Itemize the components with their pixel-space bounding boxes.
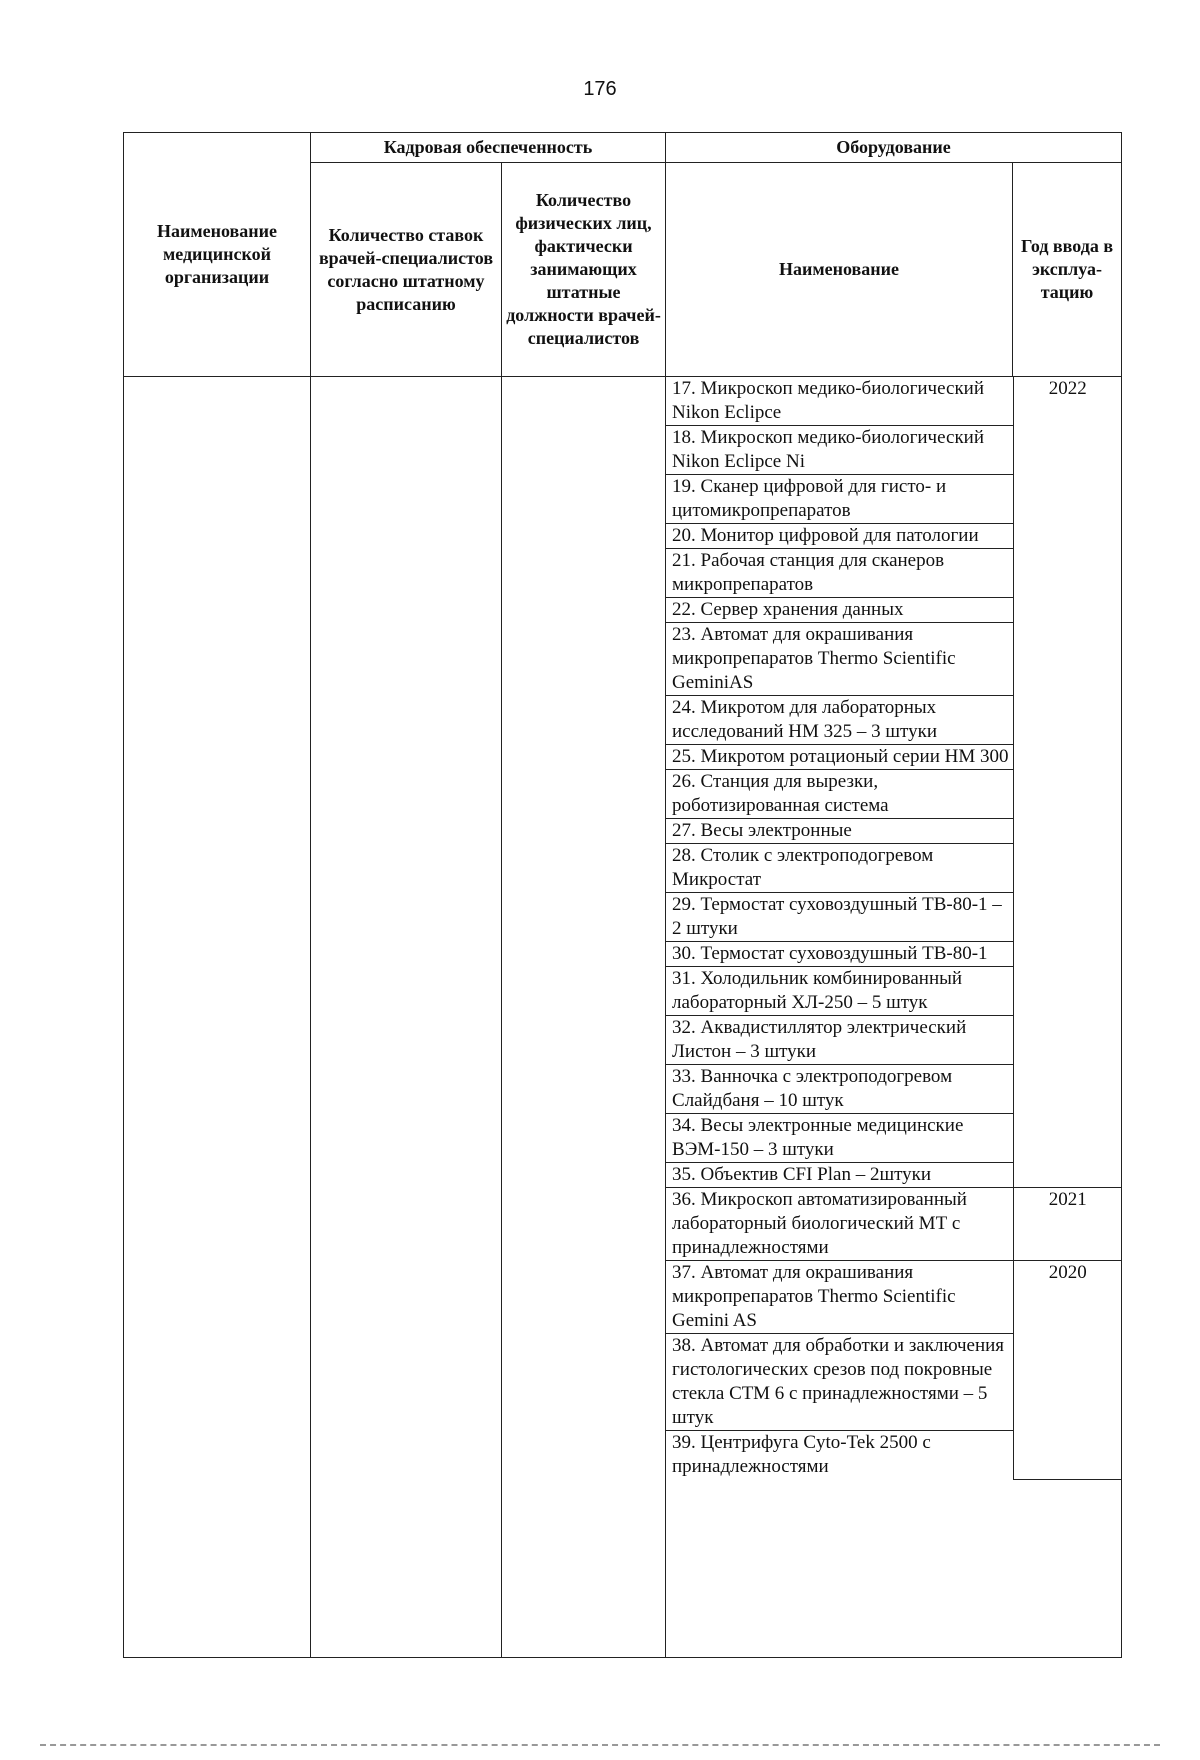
header-org-name: Наименование медицинской организации (124, 133, 311, 377)
equipment-name: 17. Микроскоп медико-биологический Nikon Eclipce (666, 377, 1013, 426)
org-name-cell (124, 377, 311, 1658)
physical-persons-cell (502, 377, 666, 1658)
equipment-name: 30. Термостат суховоздушный ТВ-80-1 (666, 942, 1013, 967)
equipment-name: 35. Объектив CFI Plan – 2штуки (666, 1163, 1013, 1188)
equipment-name: 22. Сервер хранения данных (666, 598, 1013, 623)
equipment-year: 2022 (1013, 377, 1122, 1188)
equipment-name: 39. Центрифуга Cyto-Tek 2500 с принадлежностями (666, 1431, 1013, 1480)
equipment-list-cell (666, 377, 1122, 1658)
equipment-name: 27. Весы электронные (666, 819, 1013, 844)
equipment-name: 18. Микроскоп медико-биологический Nikon Eclipce Ni (666, 426, 1013, 475)
page-number: 176 (583, 78, 617, 100)
header-staff-rates: Количество ставок врачей-специалистов согласно штатному расписанию (311, 163, 502, 377)
equipment-name: 32. Аквадистиллятор электрический Листон – 3 штуки (666, 1016, 1013, 1065)
equipment-name: 19. Сканер цифровой для гисто- и цитомикропрепаратов (666, 475, 1013, 524)
equipment-row (666, 377, 1122, 426)
equipment-year: 2020 (1013, 1261, 1122, 1480)
equipment-name: 20. Монитор цифровой для патологии (666, 524, 1013, 549)
equipment-name: 26. Станция для вырезки, роботизированная система (666, 770, 1013, 819)
header-equipment: Оборудование (666, 133, 1122, 163)
header-physical-persons: Количество физических лиц, фактически занимающих штатные должности врачей-специалистов (502, 163, 666, 377)
staff-rates-cell (311, 377, 502, 1658)
header-year-in-service: Год ввода в эксплуа-тацию (1013, 163, 1122, 377)
equipment-inner-table (666, 377, 1122, 1480)
equipment-name: 38. Автомат для обработки и заключения гистологических срезов под покровные стекла СТМ 6 с принадлежностями – 5 штук (666, 1334, 1013, 1431)
page-bottom-rule (40, 1744, 1160, 1746)
equipment-name: 28. Столик с электроподогревом Микростат (666, 844, 1013, 893)
equipment-name: 34. Весы электронные медицинские ВЭМ-150 – 3 штуки (666, 1114, 1013, 1163)
equipment-name: 24. Микротом для лабораторных исследований HM 325 – 3 штуки (666, 696, 1013, 745)
equipment-row (666, 1261, 1122, 1334)
equipment-name: 37. Автомат для окрашивания микропрепаратов Thermo Scientific Gemini AS (666, 1261, 1013, 1334)
equipment-row (666, 1188, 1122, 1261)
equipment-name: 29. Термостат суховоздушный ТВ-80-1 – 2 штуки (666, 893, 1013, 942)
equipment-year: 2021 (1013, 1188, 1122, 1261)
equipment-name: 21. Рабочая станция для сканеров микропрепаратов (666, 549, 1013, 598)
header-equipment-name: Наименование (666, 163, 1013, 377)
equipment-name: 31. Холодильник комбинированный лабораторный ХЛ-250 – 5 штук (666, 967, 1013, 1016)
equipment-name: 23. Автомат для окрашивания микропрепаратов Thermo Scientific GeminiAS (666, 623, 1013, 696)
equipment-name: 25. Микротом ротационый серии HM 300 (666, 745, 1013, 770)
equipment-table (123, 132, 1122, 1658)
equipment-name: 36. Микроскоп автоматизированный лабораторный биологический МТ с принадлежностями (666, 1188, 1013, 1261)
header-staffing: Кадровая обеспеченность (311, 133, 666, 163)
equipment-name: 33. Ванночка с электроподогревом Слайдбаня – 10 штук (666, 1065, 1013, 1114)
